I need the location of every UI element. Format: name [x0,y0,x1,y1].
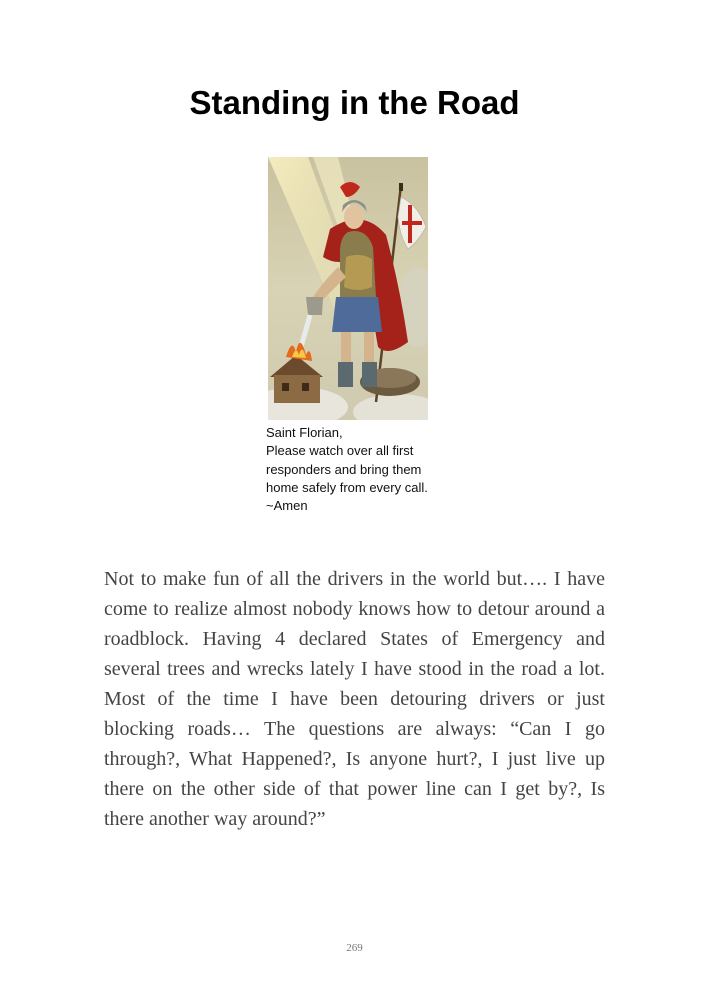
caption-line: Saint Florian, [266,425,343,440]
caption-line: ~Amen [266,498,308,514]
page-number: 269 [346,942,363,954]
caption-line: responders and bring them [266,461,422,477]
caption-line: home safely from every call. [266,479,428,495]
body-paragraph: Not to make fun of all the drivers in the world but…. I have come to realize almost nobody knows how to detour around a roadblock. Having 4 declared States of Emergency and several trees and wrecks lately I have stood in the road a lot. Most of the time I have been detouring drivers or just blocking roads… The questions are always: “Can I go through?, What Happened?, Is anyone hurt?, I just live up there on the other side of that power line can I get by?, Is there another way around?” [104,568,605,830]
image-caption [266,424,466,515]
saint-florian-image [268,157,428,420]
page-title: Standing in the Road [189,84,520,121]
caption-line: Please watch over all first [266,443,414,459]
